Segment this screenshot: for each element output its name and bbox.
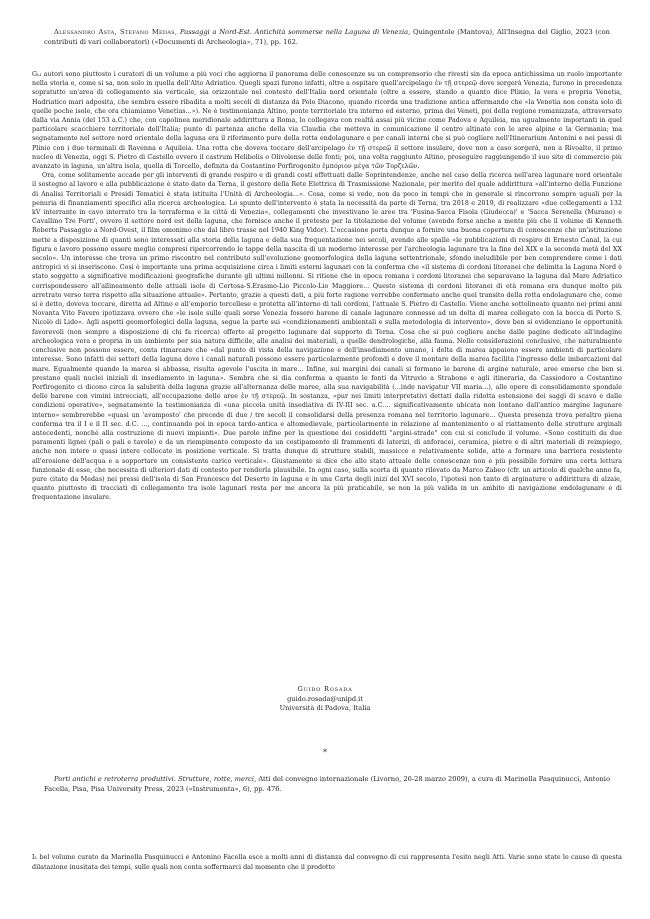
review-paragraph [32,171,622,502]
paragraph-text: autori sono piuttosto i curatori di un volume a più voci che aggiorna il panorama delle conoscenze su un comprensorio che rivesti sin da epoca antichissima un ruolo importante nella storia e, come si sa, non solo in quella dell'Alto Adriatico. Quegli spazi furono infatti, oltre a ospitare quell'arcipelago ἐν τῇ στερεῷ dove sorgerà Venezia, furono in precedenza sopratutto un'area di collegamento sia verticale, sia orizzontale nel contesto dell'Italia nord orientale (oltre a essere, stando a quanto dice Plinio, la vera e propria Venetia, Hadriatico mari adposita, che sembra essere ribadita a molti secoli di distanza da Polo Diacono, quando ricorda una tradizione antica affermando che «la Venetia non consta solo di quelle poche isole, che ora chiamiamo Venetias...»). Ne è testimonianza Altino, ponte territoriale tra interno ed esterno, prima dei Veneti, poi della regione romanizzata, attraversato dalla via Annia (del 153 a.C.) che, con capolinea meridionale addirittura a Roma, lo collegava con realtà assai più vicine come Padova e Aquileia, ma ugualmente importanti in quel particolare scacchiere territoriale dell'Italia; punto di partenza anche della via Claudia che metteva in comunicazione il centro altinate con le aree alpine e la Germania; ma segnatamente nel settore nord orientale della laguna era il riferimento pure della rotta endolagunare e per canali interni che si può cogliere nell'Itinerarium Antonini e nei passi di Plinio con i due terminali di Ravenna e Aquileia. Una rotta che doveva toccare dell'arcipelago ἐν τῇ στερεῷ il settore insulare, dove non a caso sorgerà, non a Rivoalto, il primo nucleo di Venezia, oggi S. Pietro di Castello ovvero il castrum Helibolis o Olivolense delle fonti; poi, una volta raggiunto Altino, proseguire raggiungendo il suo sito di commercio più avanzato in laguna, un'altra isola, quella di Torcello, definita da Costantino Porfirogenito ἐμπόριον μέγα τῶν Τορζελῶν. [32,71,622,171]
review-authors: Alessandro Asta, Stefano Medas, [54,28,178,36]
paragraph-text: bel volume curato da Marinella Pasquinucci e Antonino Facella esce a molti anni di distanza dal convegno di cui rappresenta l'esito negli Atti. Varie sono state le cause di questa dilatazione inusitata dei tempi, sulle quali non conta soffermarci dal momento che il prodotto [32,853,622,871]
review-book-title: Passaggi a Nord-Est. Antichità sommerse nella Laguna di Venezia, [180,28,411,36]
review-body [32,70,622,503]
review-paragraph [32,70,622,171]
review-citation [44,774,610,794]
review-body [32,852,622,872]
paragraph-text: Ora, come solitamente accade per gli interventi di grande respiro e di grandi costi effettuati dalle Soprintendenze, anche nel caso della ricerca nell'area lagunare nord orientale il sostegno al lavoro e alla pubblicazione è stato dato da Terna, il gestore della Rete Elettrica di Trasmissione Nazionale, per merito del quale addirittura «all'interno della Funzione di Analisi Territoriali e Presidi Tematici è stata istituita l'Unità di Archeologia...». Cosa, come si vede, non da poco in tempi che in generale si rincorrono sempre uguali per la penuria di finanziamenti specifici alla ricerca archeologica. Lo spunto dell'intervento è stata la necessità da parte di Terna, tra 2018 e 2019, di realizzare «due collegamenti a 132 kV interrante in cavo interrato tra la terraferma e la città di Venezia», collegamenti che investivano le aree tra 'Fusina-Sacca Fisola (Giudecca)' e 'Sacca Serenella (Murano) e Cavallino Tre Porti', ovvero il settore nord est della laguna, che fornisce anche il pretesto per la titolazione del volume (avendo forse anche a mente più che il volume di Kenneth Roberts Passaggio a Nord-Ovest, il film omonimo che dal libro trasse nel 1940 King Vidor). L'occasione porta dunque a fornire una buona copertura di conoscenze che un'istituzione mette a disposizione di quanti sono interessati alla storia della laguna e della sua frequentazione nei secoli, avendo alle spalle «le pubblicazioni di respiro di Ernesto Canal, la cui figura e lavoro possono essere meglio compresi ripercorrendo le tappe della nascita di un moderno interesse per l'archeologia lagunare tra la fine del XIX e la seconda metà del XX secolo». Un interesse che trova un primo riscontro nel contributo sull'evoluzione geomorfologica della laguna settentrionale, sfondo ineludibile per ben comprendere come i dati antropici vi si inseriscono. Così è importante una prima acquisizione circa i limiti esterni lagunari con la conferma che «il sistema di cordoni litoranei che delimita la Laguna Nord è stato soggetto a significative modificazioni geografiche durante gli ultimi millenni. Si ritiene che in epoca romana i cordoni litoranei che separavano la laguna dal Mare Adriatico corrispondessero all'allineamento delle attuali isole di Certosa-S.Erasmo-Lio Piccolo-Lio Maggiore... Questo sistema di cordoni litoranei di età romana era dunque molto più arretrato verso terra rispetto alla situazione attuale». Pertanto, grazie a questi dati, a più forte ragione verrebbe confermato anche quel transito della rotta endolagunare che, come si è detto, doveva toccare, diretta ad Altino e all'emporio torcellese e protetta all'interno di tali cordoni, l'attuale S. Pietro di Castello. Viene anche sottolineato quanto nei primi anni Novanta Vito Favero ipotizzava ovvero che «le isole sulle quali sorse Venezia fossero barene di canale lagunare connesse ad un delta di marea collegato con la bocca di Porto S. Nicolò di Lido». Agli aspetti geomorfologici della laguna, segue la parte sui «condizionamenti ambientali e sulla metodologia di intervento», dove ben si evidenziano le opportunità favorevoli (non sempre a disposizione di chi fa ricerca) offerte al progetto lagunare dal supporto di Terna. Cosa che si può cogliere anche dalle pagine dedicate all'indagine archeologica vera e propria in un ambiente per sua natura difficile, alle analisi dei materiali, a quelle dendrologiche, alla fauna. Nelle considerazioni conclusive, che naturalmente conclusive non possono essere, conta rimarcare che «dal punto di vista della navigazione e dell'insediamento umano, i delta di marea appaiono essere ambienti di particolare interesse. Sono infatti dei settori della laguna dove i canali naturali possono essere particolarmente profondi e dove il montare della marea facilita l'ingresso delle imbarcazioni dal mare. Egualmente quando la marea si abbassa, risulta agevole l'uscita in mare... Infine, sui margini dei canali si formano le barene di argine naturale, aree emerse che ben si prestano quali nuclei iniziali di insediamento in laguna». Sembra che si dia conferma a quanto le fonti da Vitruvio a Strabone e agli itineraria, da Cassiodoro a Costantino Porfirogenito ci dicono circa la salubrità della laguna grazie all'alternanza delle maree, alla sua navigabilità (...inde navigatur VII maria...), alle opere di consolidamento spondale delle barene con vimini intrecciati, all'occupazione delle aree ἐν τῇ στερεῷ. In sostanza, «pur nei limiti interpretativi dettati dalla ridotta estensione dei saggi di scavo e dalle condizioni operative», segnatamente la testimonianza di «una piccola unità insediativa di IV-III sec. a.C.... significativamente ubicata non lontano dall'antico margine lagunare interno» sembrerebbe «quasi un 'avamposto' che precede di due / tre secoli il consolidarsi della presenza romana nel territorio lagunare... Questa presenza trova peraltro piena conferma tra il I e il II sec. d.C. ..., continuando poi in epoca tardo-antica e altomedievale, particolarmente in relazione al mantenimento o al riattamento delle strutture arginali antecedenti, nonché alla costruzione di nuovi impianti». Due parole infine per la questione dei cosiddetti "argini-strade" con cui si conclude il volume. «Sono costituiti da due paramenti lignei (pali o pali e tavole) e da un riempimento composto da un costipamento di frammenti di laterizi, di anforacei, ceramica, pietre e di altri materiali di reimpiego, anche non intere o quasi intere collocate in posizione verticale. Si tratta dunque di strutture stabili, massicce e relativamente solide, atte a formare una barriera resistente all'erosione dell'acqua e a sopportare un consistente carico verticale». Giustamente si dice che allo stato attuale delle conoscenze non è più possibile fornire una certa lettura funzionale di esse, che necessita di ulteriori dati di contesto per renderla plausibile. In ogni caso, sulla scorta di quanto rilevato da Marco Zabeo (cfr. un articolo di qualche anno fa, pure citato da Medas) nei pressi dell'isola di San Francesco del Deserto in laguna e in una Carta degli inizi del XVI secolo, l'ipotesi non tanto di arginature o addirittura di alzaie, quanto piuttosto di tracciati di collegamento tra isole lagunari resta per me ancora la più praticabile, se non la più valida in un ambito di navigazione endolagunare e di frequentazione insulare. [32,172,622,502]
review-book-details: Quingentole (Mantova), All'Insegna del Giglio, 2023 (con contributi di vari collaboratori) («Documenti di Archeologia», 71), pp. 162. [44,28,610,46]
reviewer-name: Guido Rosada [297,685,353,693]
reviewer-email: guido.rosada@unipd.it [287,694,363,703]
review-book-details: Atti del convegno internazionale (Livorno, 26-28 marzo 2009), a cura di Marinella Pasquinucci, Antonio Facella, Pisa, Pisa University Press, 2023 («Instrumenta», 6), pp. 476. [44,775,610,794]
reviewer-affiliation: Università di Padova, Italia [279,704,371,713]
review-citation [44,28,610,48]
reviewer-signature [0,685,650,714]
section-separator: * [323,748,327,757]
review-book-title: Porti antichi e retroterra produttivi. Strutture, rotte, merci, [54,775,257,783]
drop-cap: Il [32,853,38,861]
drop-cap: Gli [32,71,42,78]
